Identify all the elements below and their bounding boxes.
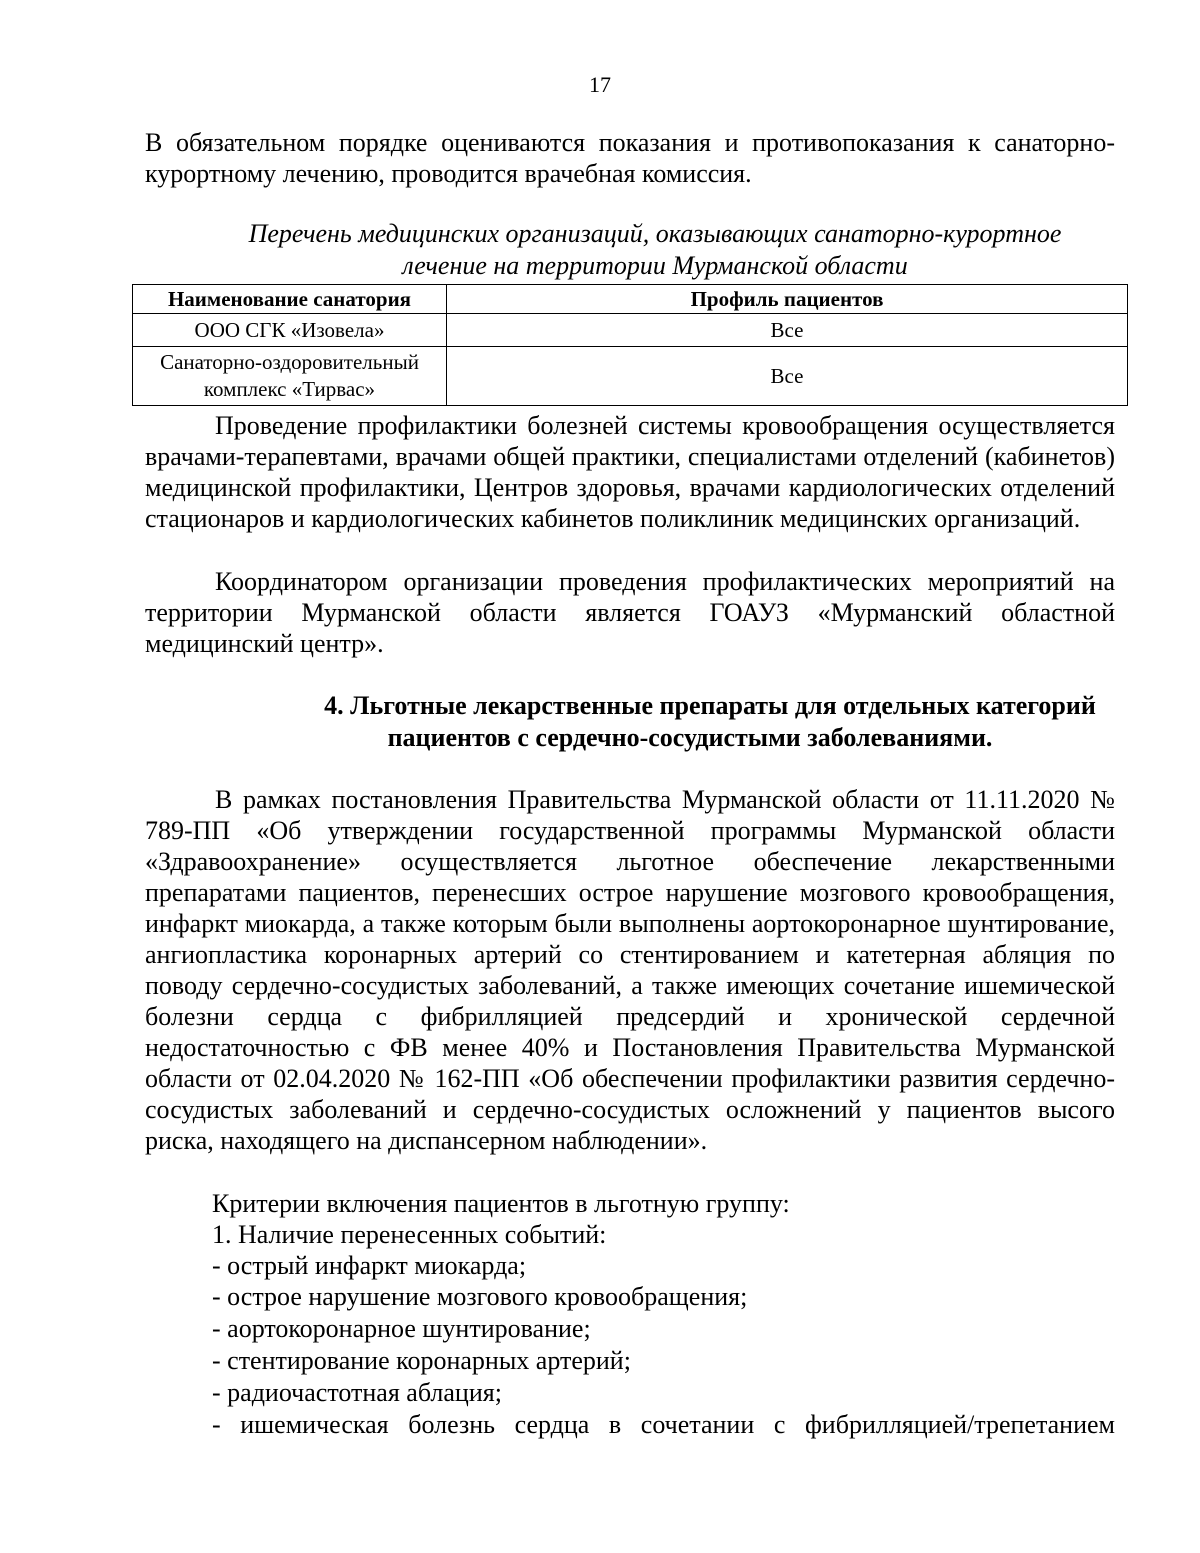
column-header-profile: Профиль пациентов (447, 285, 1128, 314)
decree-paragraph: В рамках постановления Правительства Мурманской области от 11.11.2020 № 789-ПП «Об утверждении государственной программы Мурманской области «Здравоохранение» осуществляется льготное обеспечение лекарственными препаратами пациентов, перенесших острое нарушение мозгового кровообращения, инфаркт миокарда, а также которым были выполнены аортокоронарное шунтирование, ангиопластика коронарных артерий со стентированием и катетерная абляция по поводу сердечно-сосудистых заболеваний, а также имеющих сочетание ишемической болезни сердца с фибрилляцией предсердий и хронической сердечной недостаточностью с ФВ менее 40% и Постановления Правительства Мурманской области от 02.04.2020 № 162-ПП «Об обеспечении профилактики развития сердечно-сосудистых заболеваний и сердечно-сосудистых осложнений у пациентов высого риска, находящего на диспансерном наблюдении». (145, 785, 1115, 1155)
patient-profile: Все (447, 314, 1128, 347)
table-caption (145, 218, 1165, 282)
list-item: - стентирование коронарных артерий; (212, 1346, 631, 1375)
section-4-heading-line-2: пациентов с сердечно-сосудистыми заболеваниями. (387, 723, 993, 752)
list-item: - острый инфаркт миокарда; (212, 1251, 527, 1280)
column-header-name: Наименование санатория (133, 285, 447, 314)
section-4-heading (145, 690, 1165, 754)
page-number: 17 (589, 72, 611, 97)
intro-paragraph: В обязательном порядке оцениваются показания и противопоказания к санаторно-курортному лечению, проводится врачебная комиссия. (145, 128, 1115, 188)
table-header-row (133, 285, 1128, 314)
sanatorium-name: ООО СГК «Изовела» (133, 314, 447, 347)
prevention-paragraph: Проведение профилактики болезней системы кровообращения осуществляется врачами-терапевтами, врачами общей практики, специалистами отделений (кабинетов) медицинской профилактики, Центров здоровья, врачами кардиологических отделений стационаров и кардиологических кабинетов поликлиник медицинских организаций. (145, 411, 1115, 533)
list-item: - аортокоронарное шунтирование; (212, 1314, 591, 1343)
table-caption-line-2: лечение на территории Мурманской области (402, 251, 908, 280)
list-item: - острое нарушение мозгового кровообращения; (212, 1282, 748, 1311)
sanatorium-name: Санаторно-оздоровительный комплекс «Тирвас» (133, 347, 447, 406)
table-row (133, 314, 1128, 347)
table-row (133, 347, 1128, 406)
list-item: - ишемическая болезнь сердца в сочетании с фибрилляцией/трепетанием (212, 1410, 1115, 1439)
criteria-item-1: 1. Наличие перенесенных событий: (212, 1220, 607, 1249)
patient-profile: Все (447, 347, 1128, 406)
criteria-intro: Критерии включения пациентов в льготную группу: (212, 1189, 790, 1218)
sanatoria-table (132, 284, 1128, 406)
list-item: - радиочастотная аблация; (212, 1378, 502, 1407)
table-caption-line-1: Перечень медицинских организаций, оказывающих санаторно-курортное (248, 219, 1062, 248)
coordinator-paragraph: Координатором организации проведения профилактических мероприятий на территории Мурманской области является ГОАУЗ «Мурманский областной медицинский центр». (145, 567, 1115, 658)
section-4-heading-line-1: 4. Льготные лекарственные препараты для отдельных категорий (324, 691, 1096, 720)
